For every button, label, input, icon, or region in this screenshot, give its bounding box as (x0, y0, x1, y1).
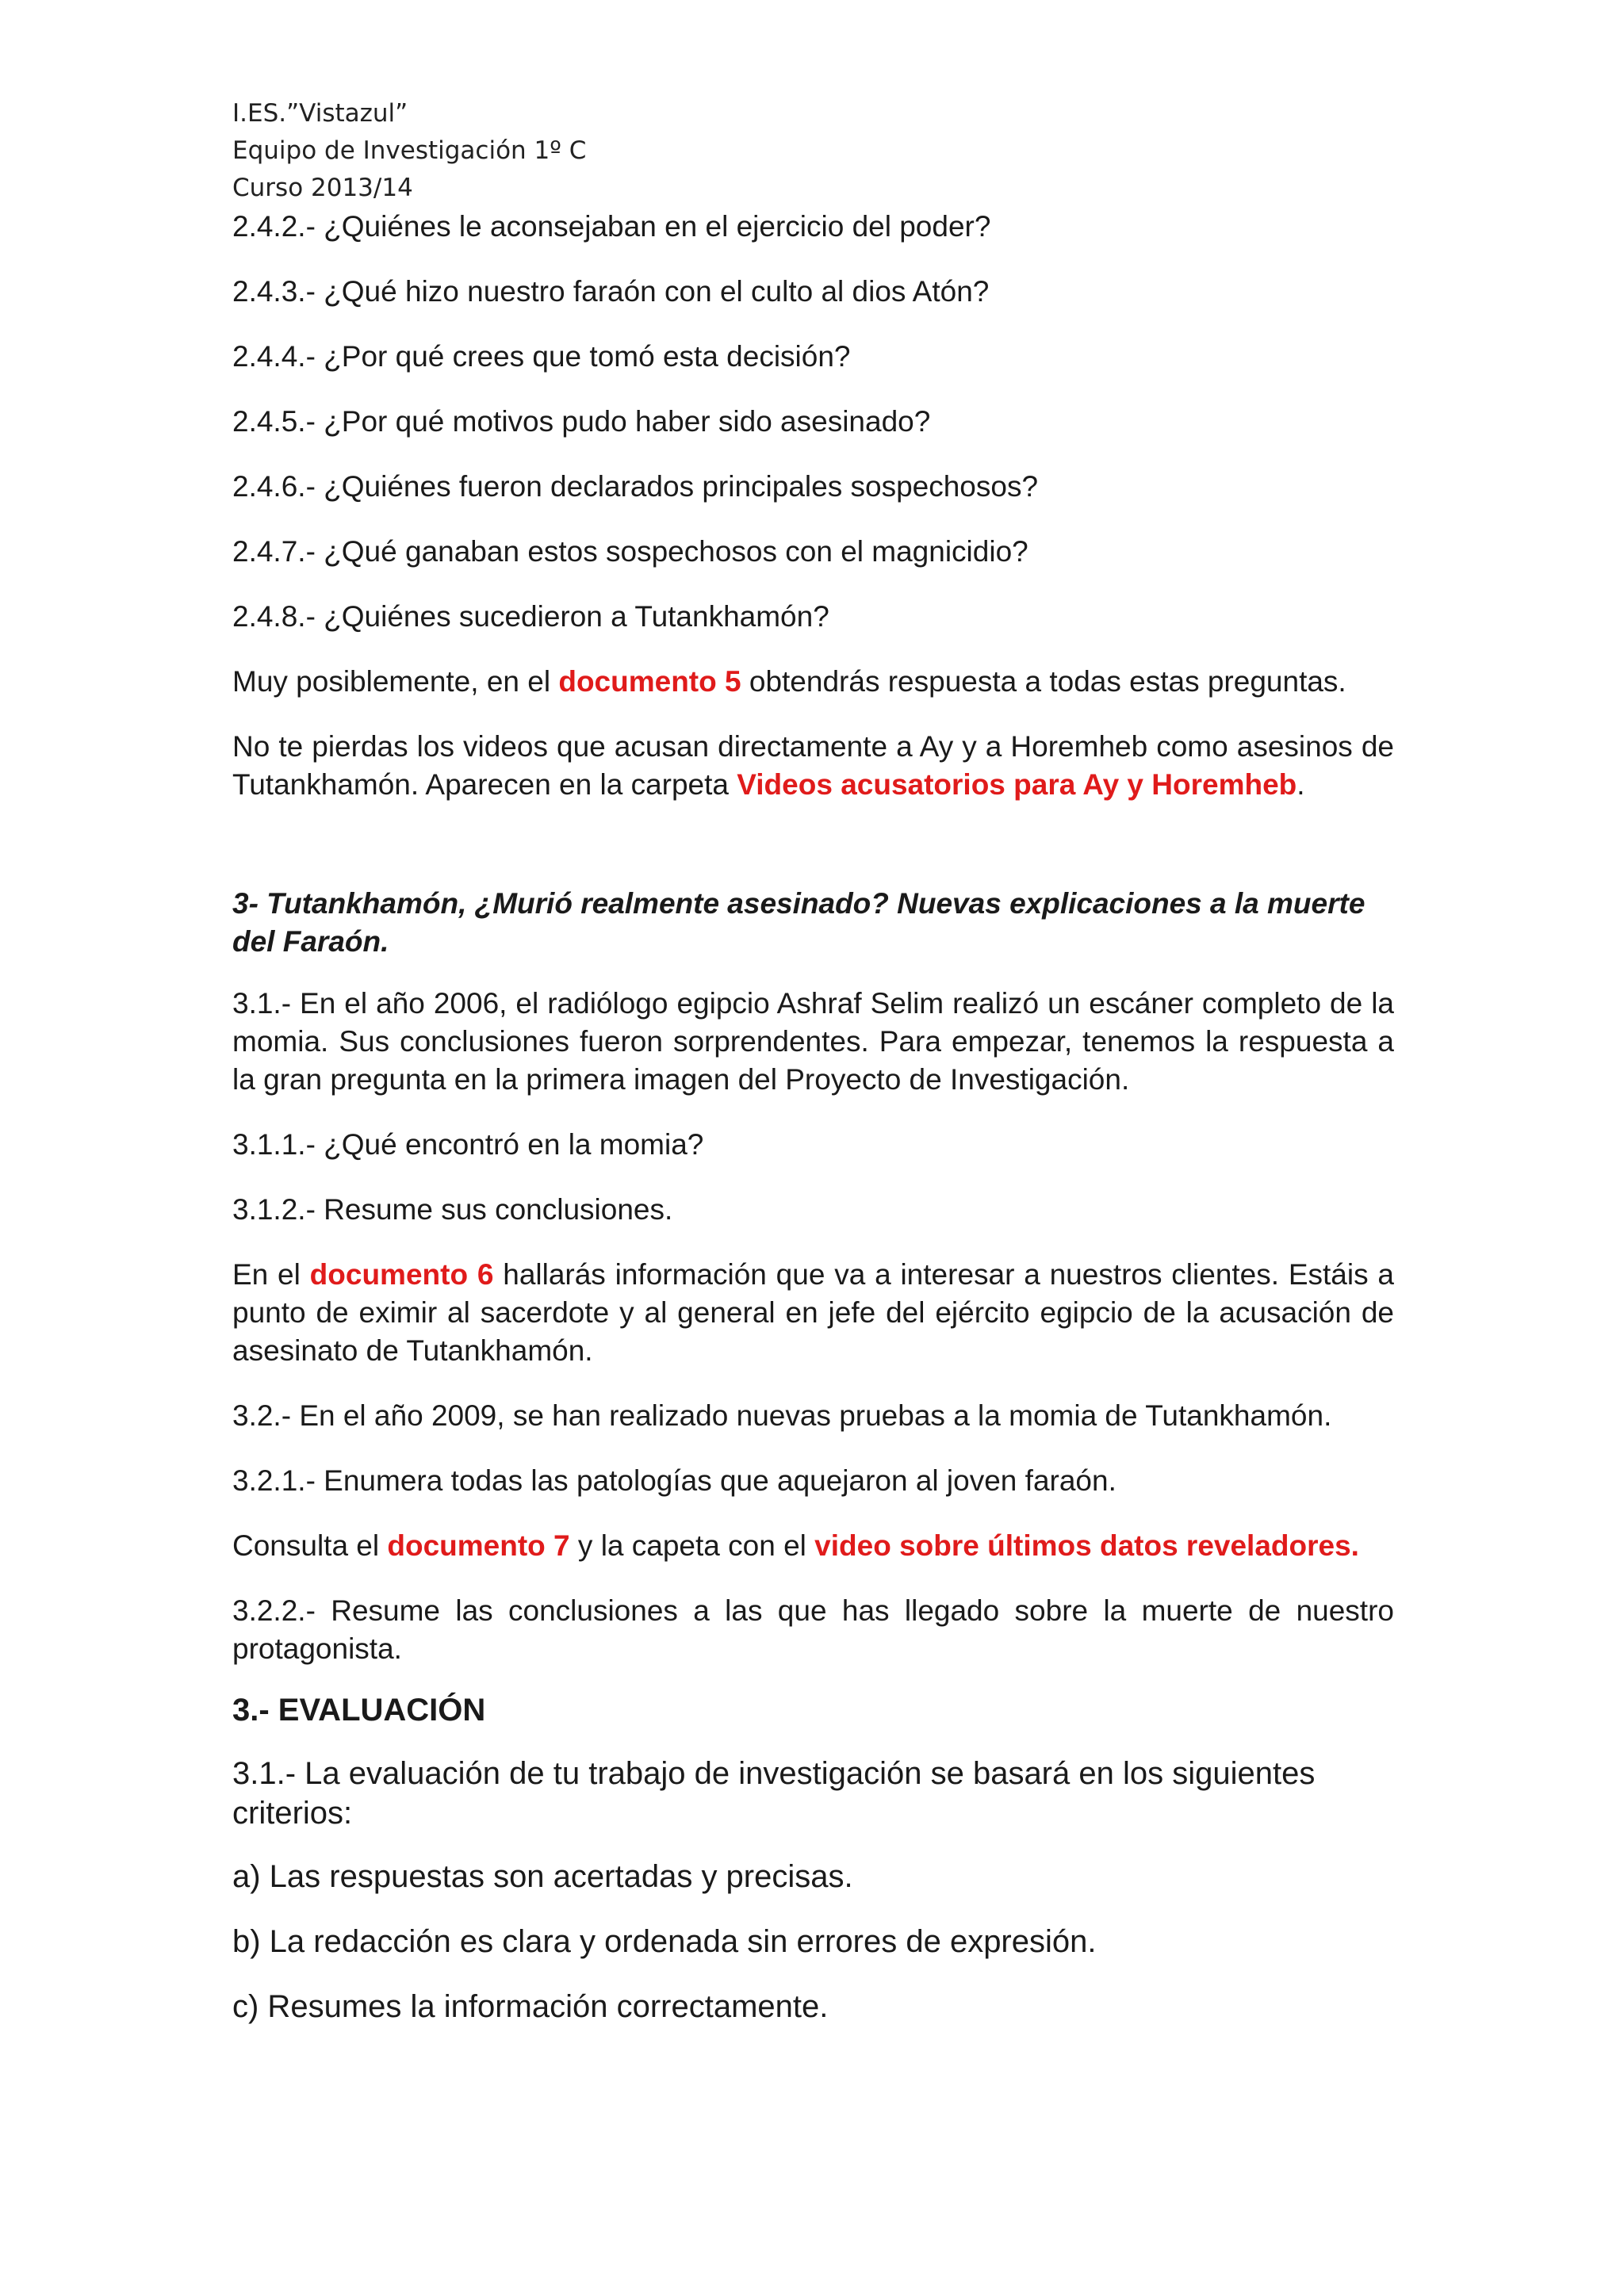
doc6-reference: documento 6 (309, 1258, 494, 1291)
paragraph-3-1: 3.1.- En el año 2006, el radiólogo egipcio Ashraf Selim realizó un escáner completo de la momia. Sus conclusiones fueron sorprendentes. Para empezar, tenemos la respuesta a la gran pregunta en la primera imagen del Proyecto de Investigación. (232, 987, 1394, 1096)
videos-folder-reference: Videos acusatorios para Ay y Horemheb (737, 768, 1297, 801)
doc5-paragraph: Muy posiblemente, en el documento 5 obtendrás respuesta a todas estas preguntas. (232, 665, 1346, 698)
question-2-4-8: 2.4.8.- ¿Quiénes sucedieron a Tutankhamón? (232, 600, 829, 633)
section-3-title: 3- Tutankhamón, ¿Murió realmente asesinado? Nuevas explicaciones a la muerte del Faraón. (232, 887, 1365, 958)
question-3-2-2: 3.2.2.- Resume las conclusiones a las que has llegado sobre la muerte de nuestro protagonista. (232, 1594, 1394, 1665)
question-2-4-4: 2.4.4.- ¿Por qué crees que tomó esta decisión? (232, 340, 851, 373)
question-3-1-1: 3.1.1.- ¿Qué encontró en la momia? (232, 1128, 704, 1161)
evaluation-title: 3.- EVALUACIÓN (232, 1693, 486, 1728)
paragraph-3-2: 3.2.- En el año 2009, se han realizado nuevas pruebas a la momia de Tutankhamón. (232, 1399, 1332, 1432)
page-header (232, 95, 586, 207)
document-body (232, 208, 1394, 2026)
doc7-reference: documento 7 (387, 1529, 570, 1562)
criterion-b: b) La redacción es clara y ordenada sin errores de expresión. (232, 1924, 1097, 1959)
criterion-c: c) Resumes la información correctamente. (232, 1989, 829, 2024)
question-2-4-2: 2.4.2.- ¿Quiénes le aconsejaban en el ejercicio del poder? (232, 210, 991, 243)
document-page (232, 0, 1394, 2296)
criterion-a: a) Las respuestas son acertadas y precisas. (232, 1859, 853, 1894)
question-2-4-3: 2.4.3.- ¿Qué hizo nuestro faraón con el culto al dios Atón? (232, 275, 990, 308)
doc5-reference: documento 5 (558, 665, 741, 698)
doc7-paragraph: Consulta el documento 7 y la capeta con el video sobre últimos datos reveladores. (232, 1529, 1359, 1562)
evaluation-intro: 3.1.- La evaluación de tu trabajo de investigación se basará en los siguientes criterios: (232, 1756, 1316, 1831)
question-2-4-5: 2.4.5.- ¿Por qué motivos pudo haber sido asesinado? (232, 405, 931, 438)
question-2-4-7: 2.4.7.- ¿Qué ganaban estos sospechosos con el magnicidio? (232, 535, 1028, 568)
question-3-1-2: 3.1.2.- Resume sus conclusiones. (232, 1193, 673, 1226)
question-3-2-1: 3.2.1.- Enumera todas las patologías que aquejaron al joven faraón. (232, 1464, 1116, 1497)
header-team: Equipo de Investigación 1º C (232, 136, 587, 165)
evaluation-section (232, 1690, 1394, 2026)
header-course: Curso 2013/14 (232, 174, 413, 202)
doc6-paragraph: En el documento 6 hallarás información que va a interesar a nuestros clientes. Estáis a punto de eximir al sacerdote y al general en jefe del ejército egipcio de la acusación de asesinato de Tutankhamón. (232, 1258, 1394, 1367)
videos-paragraph: No te pierdas los videos que acusan directamente a Ay y a Horemheb como asesinos de Tutankhamón. Aparecen en la carpeta Videos acusatorios para Ay y Horemheb. (232, 730, 1394, 801)
video-reference: video sobre últimos datos reveladores. (814, 1529, 1359, 1562)
header-school: I.ES.”Vistazul” (232, 99, 408, 128)
question-2-4-6: 2.4.6.- ¿Quiénes fueron declarados principales sospechosos? (232, 470, 1039, 503)
